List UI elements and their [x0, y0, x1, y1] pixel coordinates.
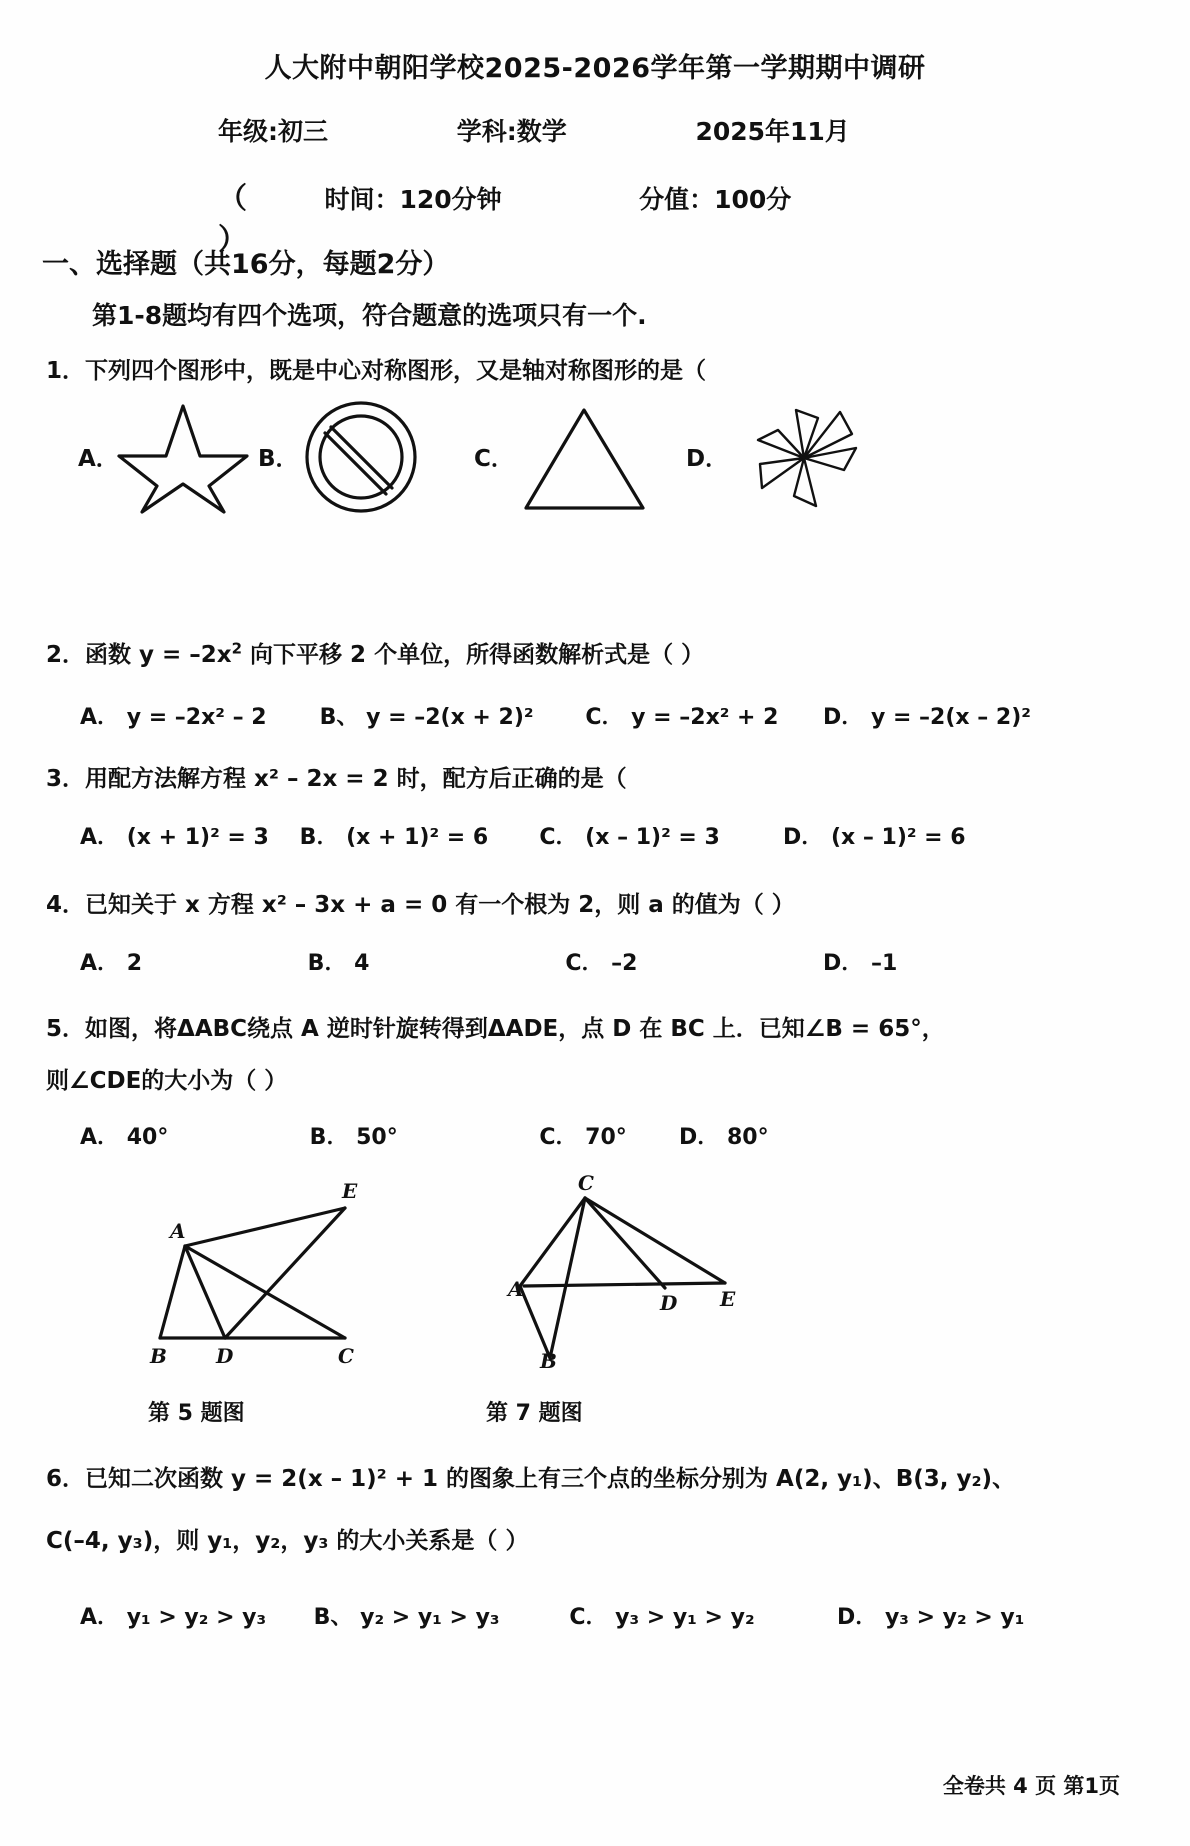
question-6-option-d-text[interactable]: y₃ > y₂ > y₁	[884, 1605, 1025, 1630]
question-2-text-b: 向下平移 2 个单位，所得函数解析式是（ ）	[242, 642, 705, 668]
question-5-option-a-label[interactable]: A．	[80, 1125, 120, 1150]
question-6-option-a-text[interactable]: y₁ > y₂ > y₃	[126, 1605, 267, 1630]
page-title: 人大附中朝阳学校2025-2026学年第一学期期中调研	[264, 53, 926, 84]
question-5-option-d-text[interactable]: 80°	[726, 1125, 769, 1150]
question-5-stem-line1	[46, 1010, 945, 1043]
question-6-number: 6．	[46, 1466, 86, 1492]
figure-7-caption: 第 7 题图	[486, 1401, 583, 1426]
question-2-option-d-text[interactable]: y = –2(x – 2)²	[870, 705, 1031, 730]
figure5-point-A: A	[170, 1219, 186, 1243]
section-instruction: 第1-8题均有四个选项，符合题意的选项只有一个.	[92, 301, 647, 330]
section-heading: 一、选择题（共16分，每题2分）	[42, 249, 450, 280]
open-paren: （	[218, 181, 248, 215]
question-2-option-c-label[interactable]: C．	[585, 705, 624, 730]
question-4-option-c-text[interactable]: –2	[611, 951, 638, 976]
question-3-option-b-label[interactable]: B．	[299, 825, 339, 850]
figure7-point-E: E	[720, 1287, 736, 1311]
question-3-text: 用配方法解方程 x² – 2x = 2 时，配方后正确的是（	[85, 766, 627, 792]
figure7-point-B: B	[540, 1349, 557, 1373]
question-4-number: 4．	[46, 892, 86, 918]
date-label: 2025年11月	[695, 117, 850, 146]
header-meta-row	[218, 112, 918, 148]
question-6-stem-line1	[46, 1460, 1015, 1493]
figure5-point-E: E	[342, 1179, 358, 1203]
figure7-point-C: C	[578, 1171, 594, 1195]
question-5-stem-line2	[46, 1062, 287, 1095]
question-1-text: 下列四个图形中，既是中心对称图形，又是轴对称图形的是（	[85, 358, 707, 384]
question-5-option-d-label[interactable]: D．	[679, 1125, 720, 1150]
question-3-number: 3．	[46, 766, 86, 792]
close-paren: ）	[218, 222, 248, 256]
question-4-option-b-text[interactable]: 4	[354, 951, 370, 976]
figure-5-caption: 第 5 题图	[148, 1401, 245, 1426]
question-5-number: 5．	[46, 1016, 86, 1042]
question-4-option-c-label[interactable]: C．	[565, 951, 604, 976]
question-3-option-c-text[interactable]: (x – 1)² = 3	[585, 825, 720, 850]
question-4-options	[80, 946, 897, 977]
question-2-text-a: 函数 y = –2x	[85, 642, 232, 668]
figure-question-7	[508, 1168, 770, 1373]
question-6-option-d-label[interactable]: D．	[837, 1605, 878, 1630]
question-2-stem	[46, 636, 704, 669]
question-1-number: 1．	[46, 358, 86, 384]
question-3-options	[80, 820, 966, 851]
question-5-option-c-text[interactable]: 70°	[585, 1125, 627, 1150]
question-4-option-d-text[interactable]: –1	[870, 951, 898, 976]
question-3-option-d-text[interactable]: (x – 1)² = 6	[830, 825, 966, 850]
question-6-option-b-label[interactable]: B、	[313, 1605, 353, 1630]
five-point-star-icon	[118, 400, 248, 515]
question-4-option-b-label[interactable]: B．	[307, 951, 347, 976]
no-entry-sign-icon	[304, 400, 419, 515]
question-2-number: 2．	[46, 642, 86, 668]
question-5-options	[80, 1120, 769, 1151]
question-6-option-b-text[interactable]: y₂ > y₁ > y₃	[360, 1605, 500, 1630]
question-2-option-a-label[interactable]: A．	[80, 705, 120, 730]
question-2-exponent: 2	[231, 639, 243, 658]
figure-question-5	[130, 1168, 410, 1368]
question-6-stem-line2	[46, 1522, 528, 1555]
question-3-option-a-label[interactable]: A．	[80, 825, 120, 850]
question-2-option-c-text[interactable]: y = –2x² + 2	[631, 705, 779, 730]
question-5-option-c-label[interactable]: C．	[539, 1125, 578, 1150]
question-3-option-a-text[interactable]: (x + 1)² = 3	[126, 825, 269, 850]
question-3-stem	[46, 760, 627, 793]
page-footer: 全卷共 4 页 第1页	[942, 1774, 1120, 1798]
question-2-option-b-text[interactable]: y = –2(x + 2)²	[366, 705, 534, 730]
question-1-stem	[46, 352, 706, 385]
question-1-choice-d-label[interactable]: D．	[686, 446, 729, 472]
question-3-option-c-label[interactable]: C．	[539, 825, 578, 850]
grade-label: 年级:初三	[218, 117, 328, 146]
subject-label: 学科:数学	[456, 117, 567, 146]
question-6-text-line1: 已知二次函数 y = 2(x – 1)² + 1 的图象上有三个点的坐标分别为 A(2, y₁)、B(3, y₂)、	[85, 1466, 1016, 1492]
question-4-option-a-text[interactable]: 2	[126, 951, 143, 976]
question-2-options	[80, 700, 1031, 731]
figure5-point-D: D	[216, 1344, 234, 1368]
question-5-option-b-text[interactable]: 50°	[356, 1125, 398, 1150]
question-5-option-a-text[interactable]: 40°	[126, 1125, 169, 1150]
question-5-text-line2: 则∠CDE的大小为（ ）	[46, 1068, 288, 1094]
question-3-option-b-text[interactable]: (x + 1)² = 6	[346, 825, 489, 850]
figure7-point-A: A	[508, 1277, 524, 1301]
question-4-stem	[46, 886, 795, 919]
figure7-point-D: D	[660, 1291, 678, 1315]
question-2-option-d-label[interactable]: D．	[823, 705, 864, 730]
triangle-icon	[522, 404, 647, 514]
time-label: 时间：120分钟	[324, 185, 502, 214]
question-6-option-c-text[interactable]: y₃ > y₁ > y₂	[615, 1605, 755, 1630]
question-6-text-line2: C(–4, y₃)，则 y₁，y₂，y₃ 的大小关系是（ ）	[46, 1528, 529, 1554]
question-4-option-a-label[interactable]: A．	[80, 951, 120, 976]
question-4-option-d-label[interactable]: D．	[823, 951, 864, 976]
question-6-option-c-label[interactable]: C．	[569, 1605, 608, 1630]
question-2-option-b-label[interactable]: B、	[319, 705, 359, 730]
question-1-choice-c-label[interactable]: C．	[474, 446, 514, 472]
score-label: 分值：100分	[639, 185, 792, 214]
question-4-text: 已知关于 x 方程 x² – 3x + a = 0 有一个根为 2，则 a 的值为（ ）	[85, 892, 795, 918]
question-1-choice-b-label[interactable]: B．	[258, 446, 299, 472]
question-2-option-a-text[interactable]: y = –2x² – 2	[126, 705, 267, 730]
question-3-option-d-label[interactable]: D．	[783, 825, 824, 850]
question-6-options	[80, 1600, 1024, 1631]
question-5-text-line1: 如图，将ΔABC绕点 A 逆时针旋转得到ΔADE，点 D 在 BC 上．已知∠B = 65°，	[85, 1016, 945, 1042]
figure5-point-B: B	[150, 1344, 167, 1368]
figure5-point-C: C	[338, 1344, 354, 1368]
pinwheel-icon	[740, 404, 870, 514]
question-6-option-a-label[interactable]: A．	[80, 1605, 120, 1630]
question-1-choice-a-label[interactable]: A．	[78, 446, 119, 472]
question-5-option-b-label[interactable]: B．	[309, 1125, 349, 1150]
